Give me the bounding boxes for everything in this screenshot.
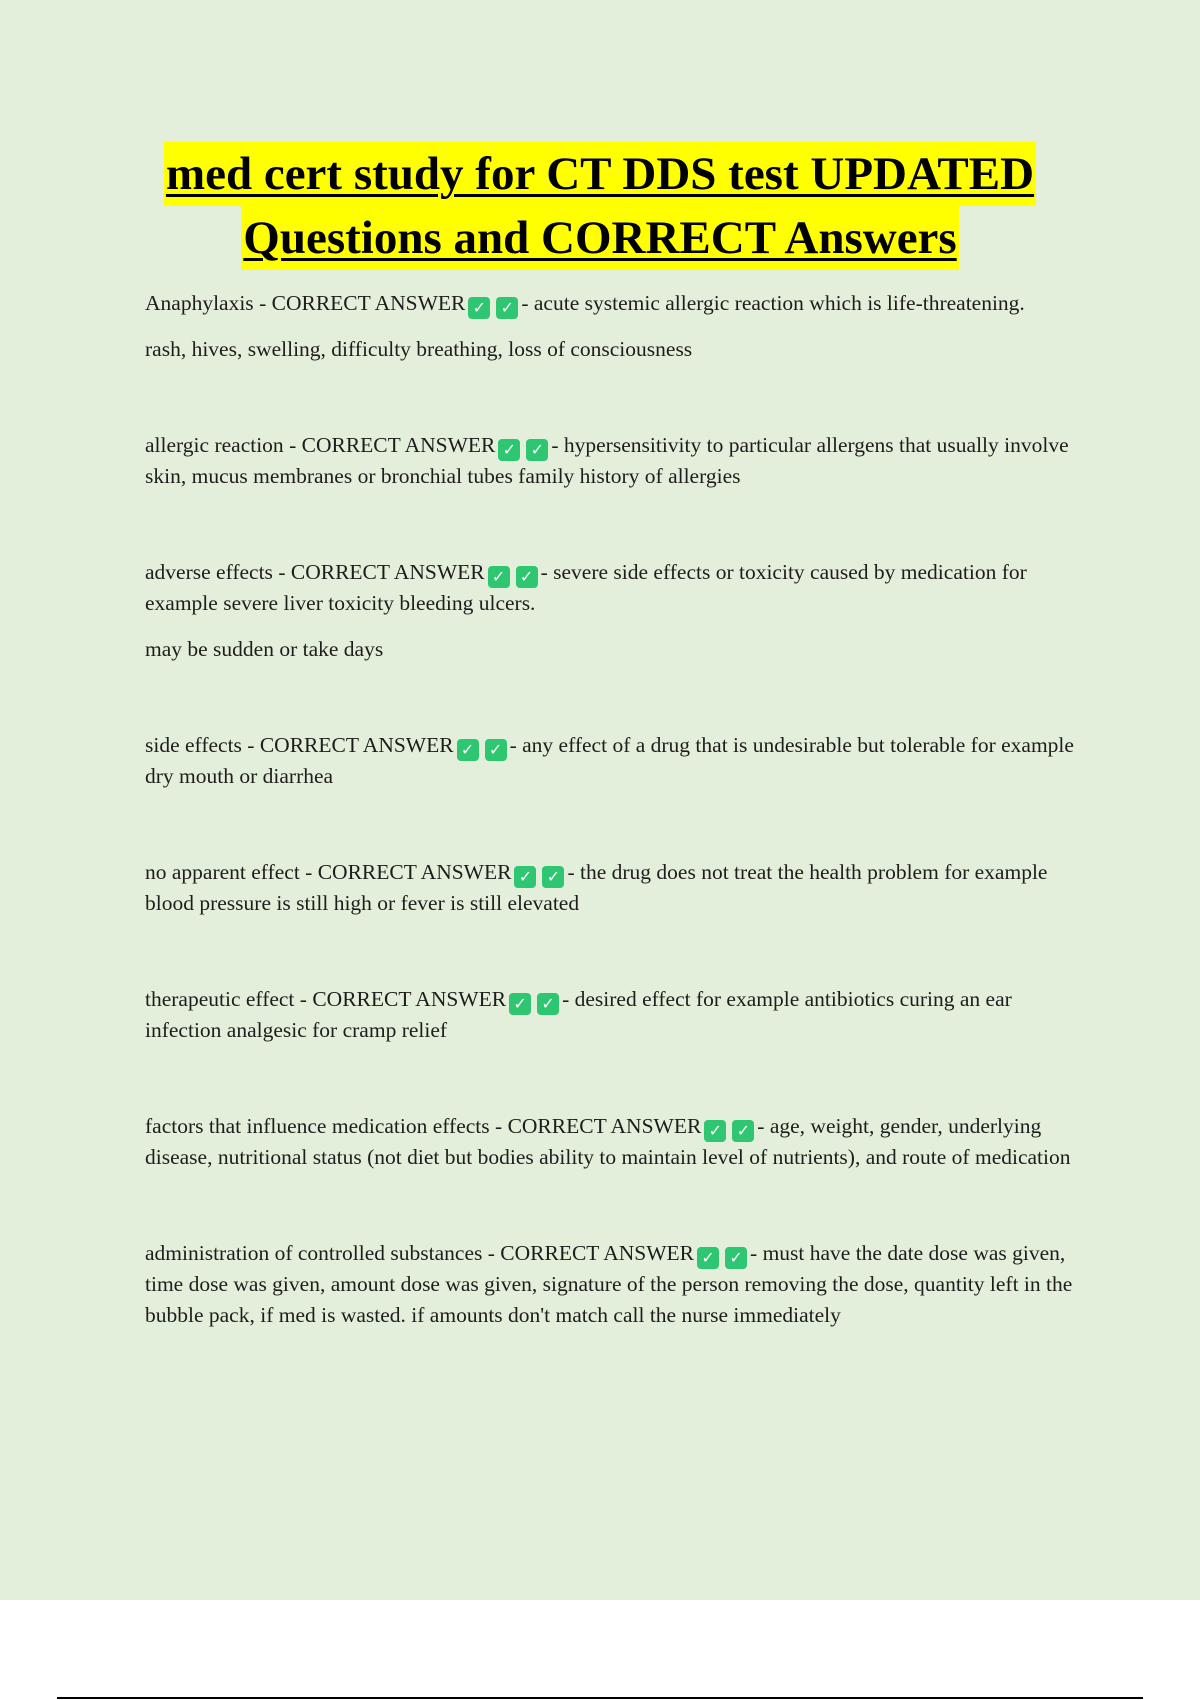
- qa-list: [145, 288, 1090, 1396]
- qa-line: administration of controlled substances - CORRECT ANSWER ✓ ✓ - must have the date dose was given, time dose was given, amount dose was given, signature of the person removing the dose, quantity left in the bubble pack, if med is wasted. if amounts don't match call the nurse immediately: [145, 1241, 1073, 1327]
- check-mark-button-icon: ✓: [457, 739, 479, 761]
- check-mark-button-icon: ✓: [526, 439, 548, 461]
- check-mark-button-icon: ✓: [514, 866, 536, 888]
- term: administration of controlled substances: [145, 1241, 483, 1265]
- check-mark-button-icon: ✓: [509, 993, 531, 1015]
- term: allergic reaction: [145, 433, 284, 457]
- check-mark-button-icon: ✓: [496, 297, 518, 319]
- answer-marker: CORRECT ANSWER: [507, 1114, 702, 1138]
- qa-line: allergic reaction - CORRECT ANSWER ✓ ✓ - hypersensitivity to particular allergens that usually involve skin, mucus membranes or bronchial tubes family history of allergies: [145, 433, 1069, 488]
- extra-note: may be sudden or take days: [145, 637, 384, 661]
- qa-entry: [145, 857, 1090, 919]
- check-mark-button-icon: ✓: [537, 993, 559, 1015]
- qa-entry: [145, 557, 1090, 665]
- qa-entry: [145, 288, 1090, 365]
- footer-divider: [57, 1697, 1143, 1699]
- qa-line: factors that influence medication effects - CORRECT ANSWER ✓ ✓ - age, weight, gender, underlying disease, nutritional status (not diet but bodies ability to maintain level of nutrients), and route of medication: [145, 1114, 1071, 1169]
- definition: must have the date dose was given, time dose was given, amount dose was given, signature of the person removing the dose, quantity left in the bubble pack, if med is wasted. if amounts don't match call the nurse immediately: [145, 1241, 1073, 1327]
- check-mark-button-icon: ✓: [498, 439, 520, 461]
- qa-entry: [145, 984, 1090, 1046]
- answer-marker: CORRECT ANSWER: [271, 291, 466, 315]
- title-line-2: Questions and CORRECT Answers: [241, 206, 958, 270]
- definition: the drug does not treat the health problem for example blood pressure is still high or fever is still elevated: [145, 860, 1048, 915]
- qa-line: no apparent effect - CORRECT ANSWER ✓ ✓ - the drug does not treat the health problem for example blood pressure is still high or fever is still elevated: [145, 860, 1048, 915]
- term: factors that influence medication effects: [145, 1114, 490, 1138]
- definition: desired effect for example antibiotics curing an ear infection analgesic for cramp relief: [145, 987, 1012, 1042]
- definition: acute systemic allergic reaction which is life-threatening.: [533, 291, 1025, 315]
- definition: age, weight, gender, underlying disease, nutritional status (not diet but bodies ability to maintain level of nutrients), and route of medication: [145, 1114, 1071, 1169]
- document-title: [0, 142, 1200, 270]
- check-mark-button-icon: ✓: [704, 1120, 726, 1142]
- check-mark-button-icon: ✓: [725, 1247, 747, 1269]
- qa-entry: [145, 430, 1090, 492]
- answer-marker: CORRECT ANSWER: [301, 433, 496, 457]
- answer-marker: CORRECT ANSWER: [500, 1241, 695, 1265]
- check-mark-button-icon: ✓: [732, 1120, 754, 1142]
- check-mark-button-icon: ✓: [697, 1247, 719, 1269]
- term: adverse effects: [145, 560, 273, 584]
- answer-marker: CORRECT ANSWER: [317, 860, 512, 884]
- definition: any effect of a drug that is undesirable but tolerable for example dry mouth or diarrhea: [145, 733, 1074, 788]
- check-mark-button-icon: ✓: [542, 866, 564, 888]
- answer-marker: CORRECT ANSWER: [259, 733, 454, 757]
- qa-line: side effects - CORRECT ANSWER ✓ ✓ - any effect of a drug that is undesirable but tolerable for example dry mouth or diarrhea: [145, 733, 1074, 788]
- definition: hypersensitivity to particular allergens that usually involve skin, mucus membranes or bronchial tubes family history of allergies: [145, 433, 1069, 488]
- term: therapeutic effect: [145, 987, 295, 1011]
- extra-note: rash, hives, swelling, difficulty breathing, loss of consciousness: [145, 337, 693, 361]
- qa-line: therapeutic effect - CORRECT ANSWER ✓ ✓ - desired effect for example antibiotics curing an ear infection analgesic for cramp relief: [145, 987, 1012, 1042]
- answer-marker: CORRECT ANSWER: [290, 560, 485, 584]
- check-mark-button-icon: ✓: [488, 566, 510, 588]
- check-mark-button-icon: ✓: [468, 297, 490, 319]
- qa-line: adverse effects - CORRECT ANSWER ✓ ✓ - severe side effects or toxicity caused by medication for example severe liver toxicity bleeding ulcers.: [145, 560, 1027, 615]
- definition: severe side effects or toxicity caused by medication for example severe liver toxicity bleeding ulcers.: [145, 560, 1027, 615]
- answer-marker: CORRECT ANSWER: [312, 987, 507, 1011]
- qa-entry: [145, 730, 1090, 792]
- title-line-1: med cert study for CT DDS test UPDATED: [164, 142, 1036, 206]
- term: side effects: [145, 733, 242, 757]
- check-mark-button-icon: ✓: [485, 739, 507, 761]
- term: no apparent effect: [145, 860, 300, 884]
- term: Anaphylaxis: [145, 291, 254, 315]
- qa-entry: [145, 1111, 1090, 1173]
- qa-entry: [145, 1238, 1090, 1331]
- qa-line: Anaphylaxis - CORRECT ANSWER ✓ ✓ - acute systemic allergic reaction which is life-threatening.: [145, 291, 1025, 317]
- check-mark-button-icon: ✓: [516, 566, 538, 588]
